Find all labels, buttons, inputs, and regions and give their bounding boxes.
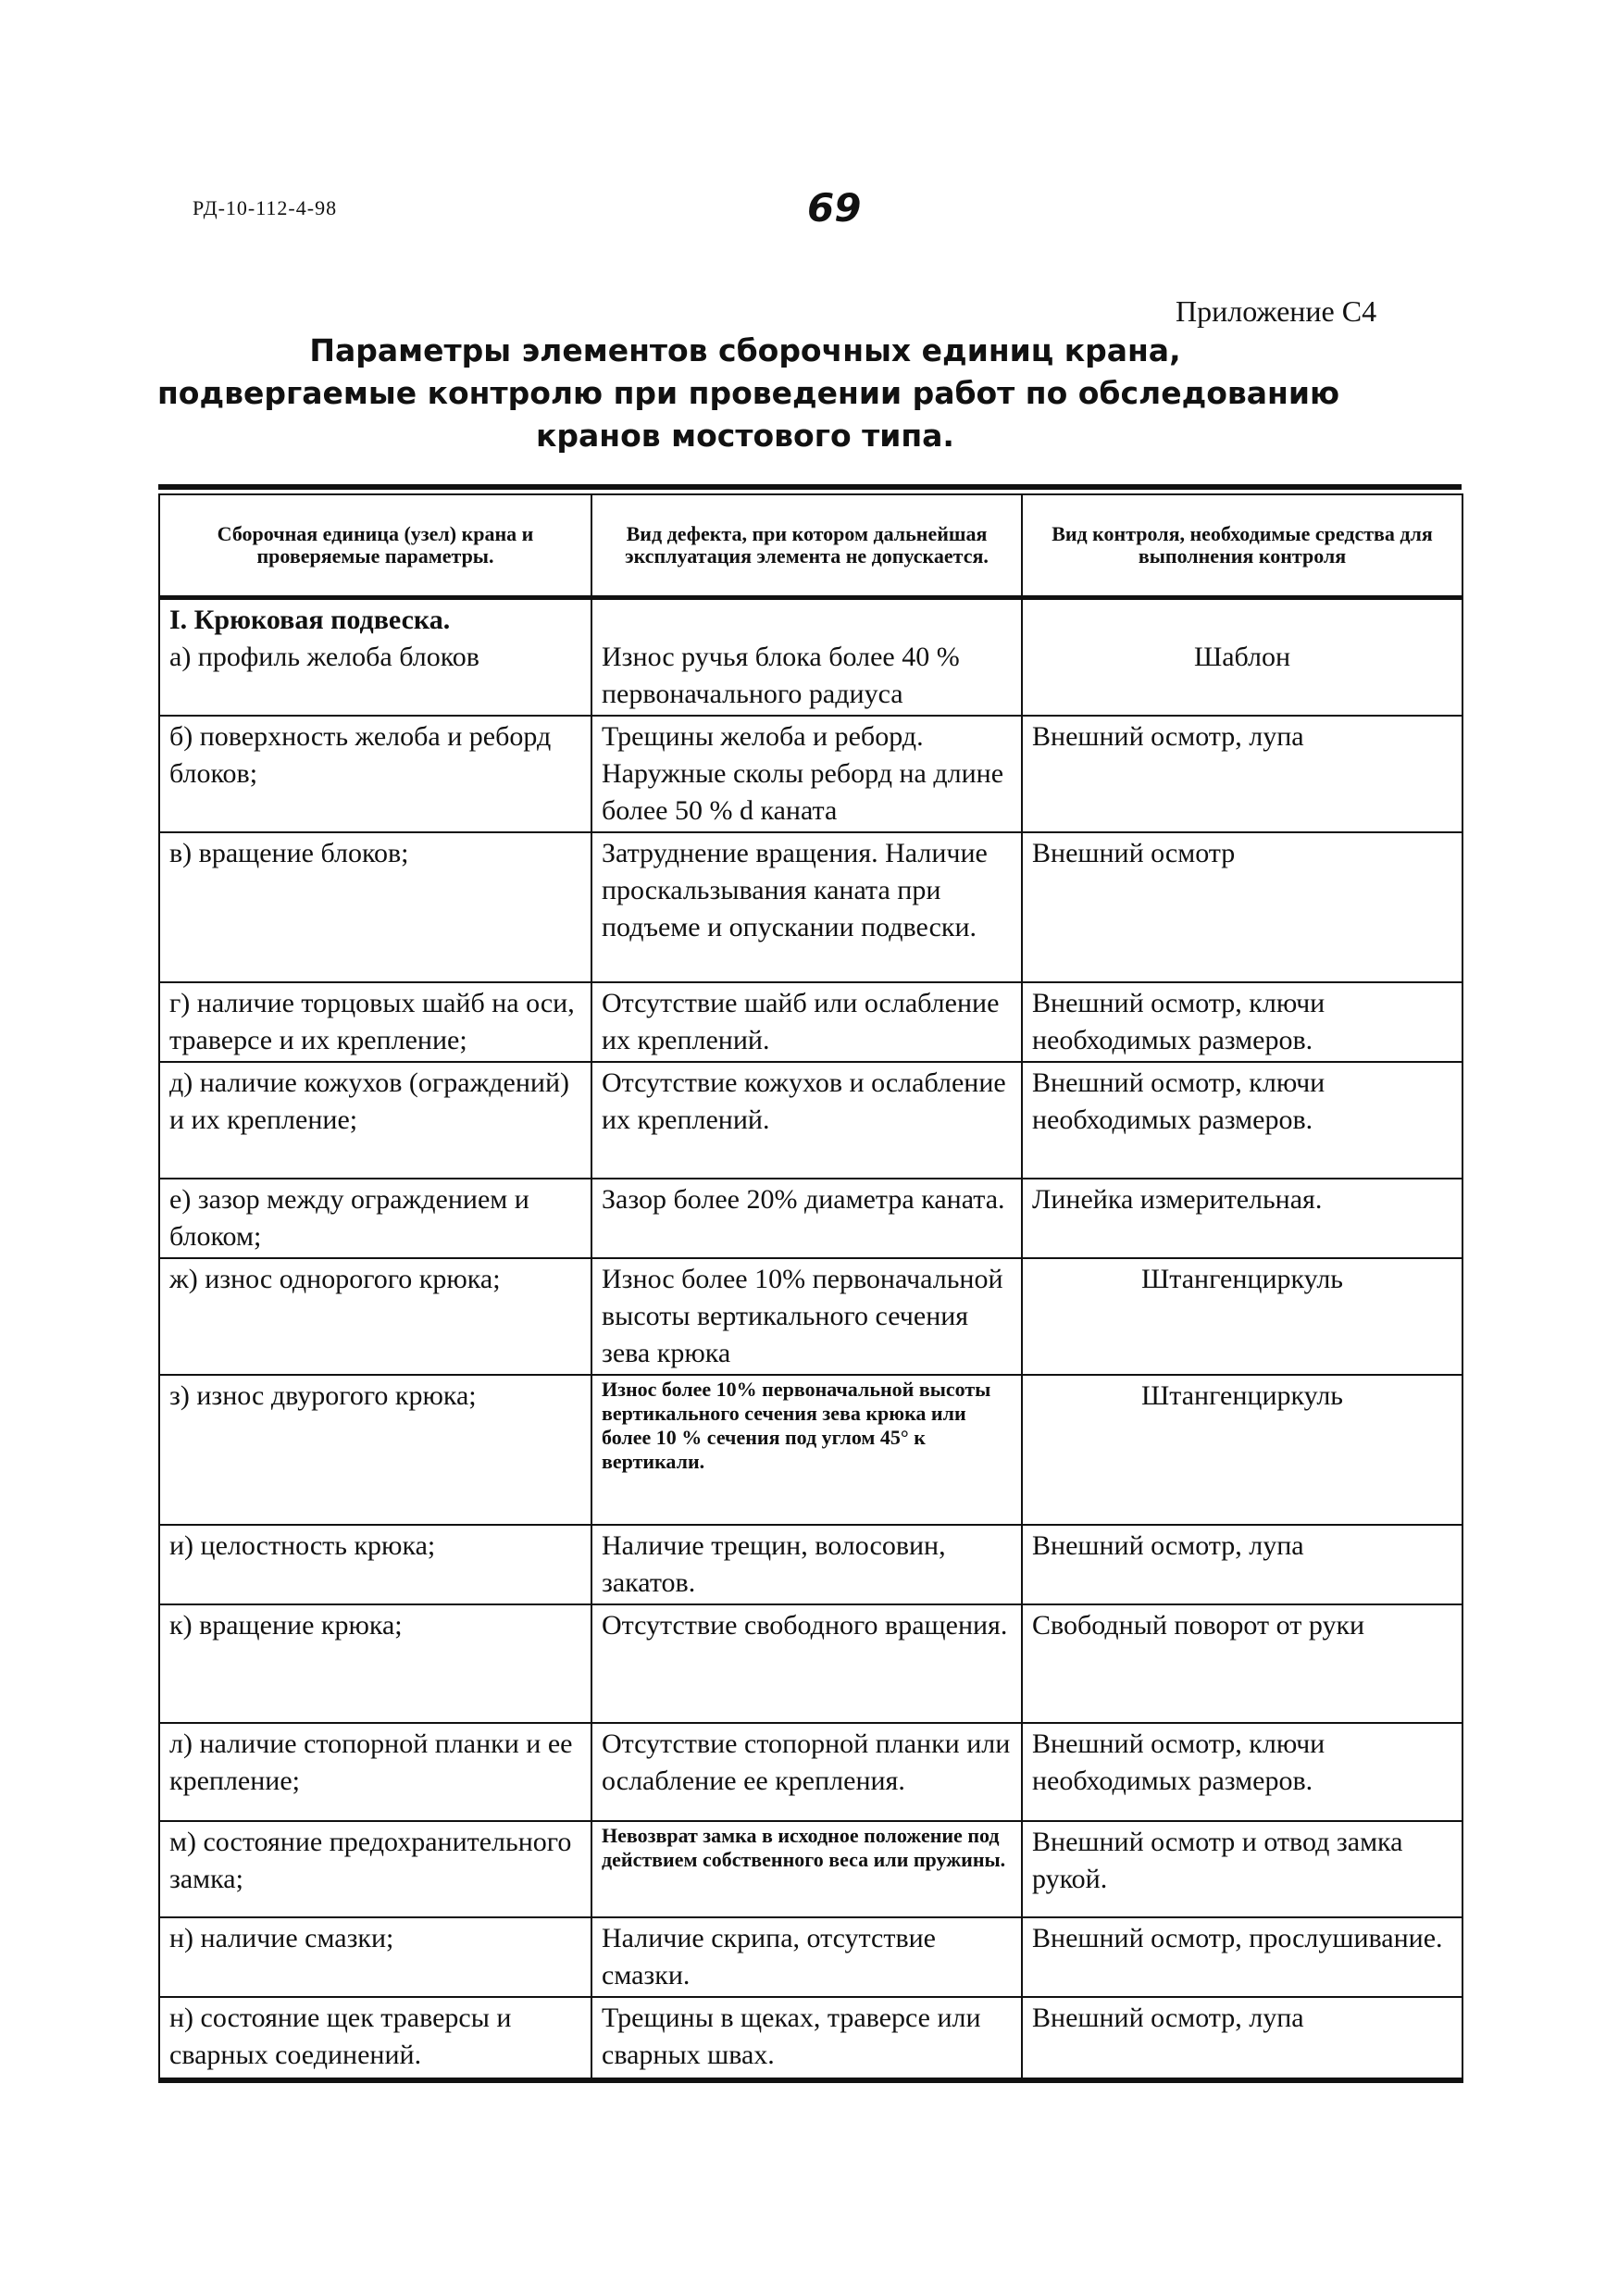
- table-row: [159, 832, 1462, 982]
- defect-cell: Износ более 10% первоначальной высоты вертикального сечения зева крюка: [591, 1258, 1022, 1375]
- table-row: [159, 1723, 1462, 1821]
- header-defect: Вид дефекта, при котором дальнейшая эксплуатация элемента не допускается.: [591, 494, 1022, 598]
- table-row: [159, 1062, 1462, 1179]
- defect-cell: Наличие скрипа, отсутствие смазки.: [591, 1917, 1022, 1997]
- control-cell: Внешний осмотр, ключи необходимых размеров.: [1022, 982, 1462, 1062]
- document-title: [157, 330, 1340, 457]
- defect-cell: Износ более 10% первоначальной высоты вертикального сечения зева крюка или более 10 % сечения под углом 45° к вертикали.: [591, 1375, 1022, 1525]
- param-cell: и) целостность крюка;: [159, 1525, 591, 1604]
- param-cell: е) зазор между ограждением и блоком;: [159, 1179, 591, 1258]
- control-cell: Свободный поворот от руки: [1022, 1604, 1462, 1723]
- parameters-table-wrapper: [158, 484, 1462, 2083]
- control-cell: Внешний осмотр и отвод замка рукой.: [1022, 1821, 1462, 1917]
- table-top-rule: [158, 484, 1462, 490]
- param-cell: [159, 598, 591, 717]
- control-cell: Внешний осмотр, лупа: [1022, 716, 1462, 832]
- defect-cell: Отсутствие кожухов и ослабление их креплений.: [591, 1062, 1022, 1179]
- header-unit: Сборочная единица (узел) крана и проверяемые параметры.: [159, 494, 591, 598]
- control-cell: Внешний осмотр, прослушивание.: [1022, 1917, 1462, 1997]
- control-cell: Внешний осмотр, лупа: [1022, 1525, 1462, 1604]
- table-row: [159, 1997, 1462, 2080]
- table-row: [159, 1604, 1462, 1723]
- control-cell: Штангенциркуль: [1022, 1258, 1462, 1375]
- param-cell: н) наличие смазки;: [159, 1917, 591, 1997]
- table-row: [159, 982, 1462, 1062]
- defect-cell: Трещины в щеках, траверсе или сварных швах.: [591, 1997, 1022, 2080]
- defect-cell: Отсутствие свободного вращения.: [591, 1604, 1022, 1723]
- title-line-2: подвергаемые контролю при проведении работ по обследованию: [157, 375, 1340, 411]
- param-cell: в) вращение блоков;: [159, 832, 591, 982]
- control-cell: Внешний осмотр: [1022, 832, 1462, 982]
- table-row: [159, 598, 1462, 717]
- table-row: [159, 1258, 1462, 1375]
- control-cell: Линейка измерительная.: [1022, 1179, 1462, 1258]
- table-row: [159, 1375, 1462, 1525]
- defect-cell: Износ ручья блока более 40 % первоначального радиуса: [591, 598, 1022, 717]
- param-cell: д) наличие кожухов (ограждений) и их крепление;: [159, 1062, 591, 1179]
- title-line-3: кранов мостового типа.: [536, 418, 954, 454]
- document-code: РД-10-112-4-98: [193, 196, 338, 219]
- table-row: [159, 716, 1462, 832]
- title-line-1: Параметры элементов сборочных единиц крана,: [309, 332, 1181, 368]
- defect-cell: Отсутствие стопорной планки или ослабление ее крепления.: [591, 1723, 1022, 1821]
- param-cell: б) поверхность желоба и реборд блоков;: [159, 716, 591, 832]
- table-row: [159, 1179, 1462, 1258]
- param-cell: н) состояние щек траверсы и сварных соединений.: [159, 1997, 591, 2080]
- header-control: Вид контроля, необходимые средства для выполнения контроля: [1022, 494, 1462, 598]
- appendix-label: Приложение С4: [1176, 294, 1377, 328]
- parameters-table: [158, 493, 1463, 2083]
- param-text: а) профиль желоба блоков: [169, 642, 479, 672]
- control-cell: Штангенциркуль: [1022, 1375, 1462, 1525]
- param-cell: ж) износ однорогого крюка;: [159, 1258, 591, 1375]
- table-header-row: [159, 494, 1462, 598]
- param-cell: г) наличие торцовых шайб на оси, траверсе и их крепление;: [159, 982, 591, 1062]
- control-cell: Шаблон: [1022, 598, 1462, 717]
- defect-cell: Невозврат замка в исходное положение под действием собственного веса или пружины.: [591, 1821, 1022, 1917]
- control-cell: Внешний осмотр, лупа: [1022, 1997, 1462, 2080]
- defect-cell: Зазор более 20% диаметра каната.: [591, 1179, 1022, 1258]
- table-row: [159, 1917, 1462, 1997]
- defect-cell: Трещины желоба и реборд. Наружные сколы реборд на длине более 50 % d каната: [591, 716, 1022, 832]
- param-cell: к) вращение крюка;: [159, 1604, 591, 1723]
- defect-cell: Наличие трещин, волосовин, закатов.: [591, 1525, 1022, 1604]
- section-heading: I. Крюковая подвеска.: [169, 605, 451, 635]
- control-cell: Внешний осмотр, ключи необходимых размеров.: [1022, 1062, 1462, 1179]
- page-number: 69: [807, 185, 862, 231]
- table-row: [159, 1525, 1462, 1604]
- table-row: [159, 1821, 1462, 1917]
- defect-cell: Отсутствие шайб или ослабление их креплений.: [591, 982, 1022, 1062]
- param-cell: л) наличие стопорной планки и ее крепление;: [159, 1723, 591, 1821]
- param-cell: з) износ двурогого крюка;: [159, 1375, 591, 1525]
- param-cell: м) состояние предохранительного замка;: [159, 1821, 591, 1917]
- defect-cell: Затруднение вращения. Наличие проскальзывания каната при подъеме и опускании подвески.: [591, 832, 1022, 982]
- control-cell: Внешний осмотр, ключи необходимых размеров.: [1022, 1723, 1462, 1821]
